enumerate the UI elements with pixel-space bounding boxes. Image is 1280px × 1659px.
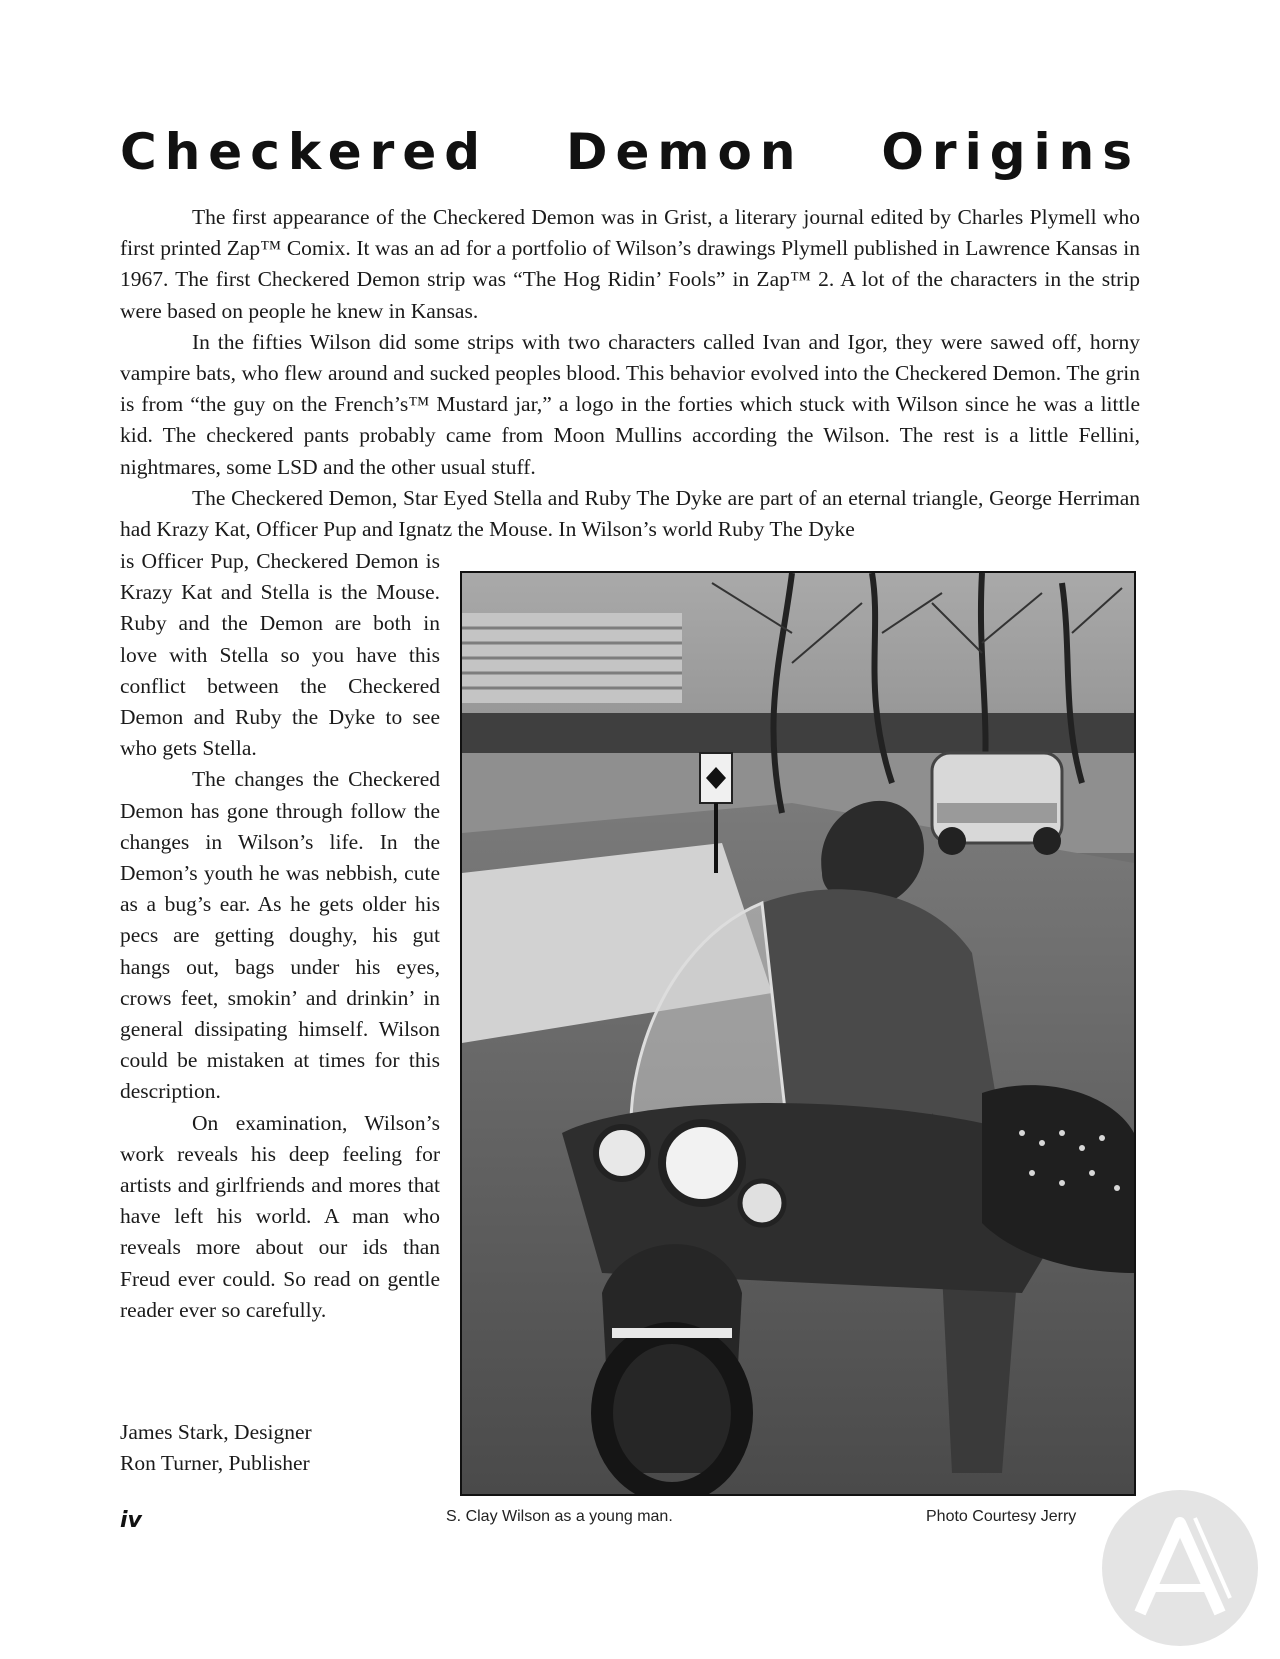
page-number: iv [120, 1508, 142, 1533]
logo-icon [1100, 1488, 1260, 1648]
paragraph-3: The Checkered Demon, Star Eyed Stella and Ruby The Dyke are part of an eternal triangle, George Herriman had Krazy Kat, Officer Pup and Ignatz the Mouse. In Wilson’s world Ruby The Dyke [120, 485, 1140, 542]
credits [120, 1417, 440, 1479]
photo-caption: S. Clay Wilson as a young man. [446, 1508, 673, 1525]
photo-wilson-motorcycle [460, 571, 1136, 1496]
paragraph-3-continued: is Officer Pup, Checkered Demon is Krazy Kat and Stella is the Mouse. Ruby and the Demon are both in love with Stella so you have this conflict between the Checkered Demon and Ruby the Dyke to see who gets Stella. [120, 549, 440, 761]
photo-credit: Photo Courtesy Jerry [926, 1508, 1077, 1525]
article-body-left-column [120, 546, 440, 1326]
page-title: Checkered Demon Origins [120, 123, 1140, 181]
paragraph-5: On examination, Wilson’s work reveals his deep feeling for artists and girlfriends and mores that have left his world. A man who reveals more about our ids than Freud ever could. So read on gentle reader ever so carefully. [120, 1110, 440, 1322]
publisher-logo-watermark [1100, 1488, 1260, 1648]
credit-designer: James Stark, Designer [120, 1420, 312, 1444]
credit-publisher: Ron Turner, Publisher [120, 1451, 310, 1476]
paragraph-2: In the fifties Wilson did some strips with two characters called Ivan and Igor, they were sawed off, horny vampire bats, who flew around and sucked peoples blood. This behavior evolved into the Checkered Demon. The grin is from “the guy on the French’s™ Mustard jar,” a logo in the forties which stuck with Wilson since he was a little kid. The checkered pants probably came from Moon Mullins according the Wilson. The rest is a little Fellini, nightmares, some LSD and the other usual stuff. [120, 329, 1140, 479]
photo-illustration [462, 573, 1134, 1494]
article-body-full-width [120, 202, 1140, 545]
paragraph-4: The changes the Checkered Demon has gone through follow the changes in Wilson’s life. In the Demon’s youth he was nebbish, cute as a bug’s ear. As he gets older his pecs are getting doughy, his gut hangs out, bags under his eyes, crows feet, smokin’ and drinkin’ in general dissipating himself. Wilson could be mistaken at times for this description. [120, 767, 440, 1104]
paragraph-1: The first appearance of the Checkered Demon was in Grist, a literary journal edited by Charles Plymell who first printed Zap™ Comix. It was an ad for a portfolio of Wilson’s drawings Plymell published in Lawrence Kansas in 1967. The first Checkered Demon strip was “The Hog Ridin’ Fools” in Zap™ 2. A lot of the characters in the strip were based on people he knew in Kansas. [120, 205, 1140, 323]
